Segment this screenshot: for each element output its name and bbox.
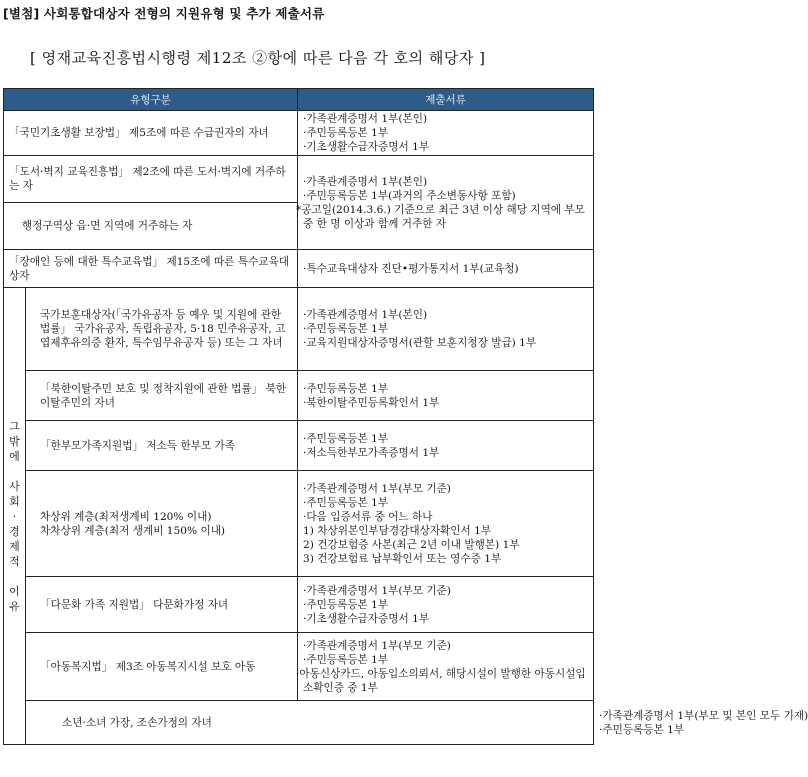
row-category: 「아동복지법」 제3조 아동복지시설 보호 아동	[26, 633, 298, 701]
table-row	[4, 371, 594, 421]
table-row: 소년·소녀 가장, 조손가정의 자녀 ·가족관계증명서 1부(부모 및 본인 모두 기재) ·주민등록등본 1부	[4, 701, 594, 745]
document-item: ·기초생활수급자증명서 1부	[303, 141, 430, 153]
document-item: ·주민등록등본 1부	[303, 496, 389, 509]
document-item: ·주민등록등본 1부	[303, 382, 389, 395]
document-item: ·주민등록등본 1부	[303, 653, 389, 666]
table-row	[4, 288, 594, 371]
table-row	[4, 633, 594, 701]
document-table	[3, 88, 808, 745]
row-documents	[298, 111, 594, 156]
row-category: 「다문화 가족 지원법」 다문화가정 자녀	[26, 577, 298, 633]
row-category-line: 차상위 계층(최저생계비 120% 이내)	[40, 510, 212, 523]
document-item: ·아동신상카드, 아동입소의뢰서, 해당시설이 발행한 아동시설입소확인증 중 1부	[296, 667, 586, 694]
row-documents	[298, 471, 594, 577]
column-header-documents: 제출서류	[298, 89, 594, 111]
row-category: 「장애인 등에 대한 특수교육법」 제15조에 따른 특수교육대상자	[4, 250, 298, 288]
document-item: ·가족관계증명서 1부(부모 기준)	[303, 584, 451, 597]
row-documents	[298, 371, 594, 421]
row-category: 「한부모가족지원법」 저소득 한부모 가족	[26, 421, 298, 471]
row-documents	[298, 577, 594, 633]
row-documents	[298, 250, 594, 288]
document-item: ·가족관계증명서 1부(본인)	[303, 175, 428, 188]
table-row	[4, 156, 594, 203]
document-item: ·교육지원대상자증명서(관할 보훈지청장 발급) 1부	[303, 337, 537, 349]
document-item: ·주민등록등본 1부	[303, 127, 389, 139]
document-subitem: 1) 차상위본인부담경감대상자확인서 1부	[303, 524, 492, 537]
table-row	[4, 421, 594, 471]
page-subtitle: [ 영재교육진흥법시행령 제12조 ②항에 따른 다음 각 호의 해당자 ]	[30, 49, 486, 67]
table-row	[4, 250, 594, 288]
document-item: ·다음 입증서류 중 어느 하나	[303, 510, 433, 523]
row-category: 「국민기초생활 보장법」 제5조에 따른 수급권자의 자녀	[4, 111, 298, 156]
column-header-type: 유형구분	[4, 89, 298, 111]
document-subitem: 2) 건강보험증 사본(최근 2년 이내 발행본) 1부	[303, 538, 520, 551]
row-category: 「도서·벽지 교육진흥법」 제2조에 따른 도서·벽지에 거주하는 자	[4, 156, 298, 203]
row-documents	[298, 288, 594, 371]
row-documents	[298, 156, 594, 250]
row-category-line: 차차상위 계층(최저 생계비 150% 이내)	[40, 524, 226, 537]
row-category: 행정구역상 읍·면 지역에 거주하는 자	[4, 203, 298, 250]
page-title: [별첨] 사회통합대상자 전형의 지원유형 및 추가 제출서류	[3, 6, 325, 21]
document-item: ·주민등록등본 1부	[303, 432, 389, 445]
row-documents	[298, 633, 594, 701]
document-item: ·특수교육대상자 진단•평가통지서 1부(교육청)	[303, 262, 519, 275]
document-note: *공고일(2014.3.6.) 기준으로 최근 3년 이상 해당 지역에 부모 중 한 명 이상과 함께 거주한 자	[296, 203, 585, 230]
table-row	[4, 471, 594, 577]
document-item: ·가족관계증명서 1부(부모 기준)	[303, 639, 451, 652]
table-row	[4, 577, 594, 633]
document-item: ·저소득한부모가족증명서 1부	[303, 446, 440, 459]
document-item: ·주민등록등본 1부	[303, 598, 389, 611]
document-item: ·가족관계증명서 1부(부모 기준)	[303, 482, 451, 495]
document-item: ·가족관계증명서 1부(본인)	[303, 309, 428, 321]
row-category: 국가보훈대상자(「국가유공자 등 예우 및 지원에 관한 법률」 국가유공자, 독립유공자, 5·18 민주유공자, 고엽제후유의증 환자, 특수임무유공자 등) 또는 그 자녀	[26, 288, 298, 371]
row-category: 「북한이탈주민 보호 및 정착지원에 관한 법률」 북한이탈주민의 자녀	[26, 371, 298, 421]
row-documents	[298, 421, 594, 471]
row-category	[26, 471, 298, 577]
document-item: ·주민등록등본 1부(과거의 주소변동사항 포함)	[303, 189, 516, 202]
document-item: ·가족관계증명서 1부(본인)	[303, 113, 428, 125]
table-header-row	[4, 89, 594, 111]
document-subitem: 3) 건강보험료 납부확인서 또는 영수증 1부	[303, 552, 502, 565]
document-item: ·주민등록등본 1부	[303, 323, 389, 335]
document-item: ·북한이탈주민등록확인서 1부	[303, 396, 440, 409]
side-label-other-socioeconomic: 그 밖 에 사 회 · 경 제 적 이 유	[4, 288, 26, 745]
table-row	[4, 111, 594, 156]
document-item: ·기초생활수급자증명서 1부	[303, 612, 430, 625]
row-category: 소년·소녀 가장, 조손가정의 자녀	[26, 701, 594, 745]
